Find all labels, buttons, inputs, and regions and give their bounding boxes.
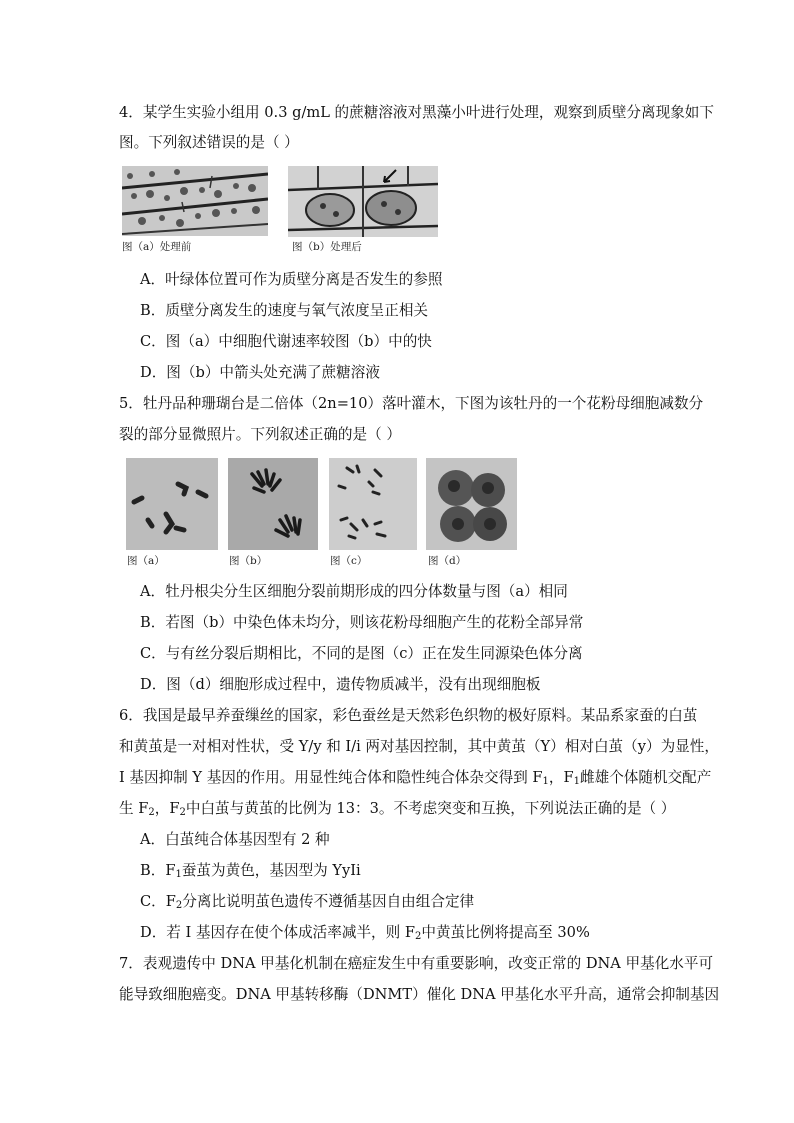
q6-option-b: B．$F_1$蚕茧为黄色，基因型为 YyIi: [140, 862, 361, 880]
q6-option-c: C．$F_2$分离比说明茧色遗传不遵循基因自由组合定律: [140, 893, 475, 911]
q6-stem-line4: 生 $F_2$，$F_2$中白茧与黄茧的比例为 13：3。不考虑突变和互换，下列说法正确的是（ ）: [119, 800, 676, 818]
q6-stem-line1: 6．我国是最早养蚕缫丝的国家，彩色蚕丝是天然彩色织物的极好原料。某品系家蚕的白茧: [119, 707, 698, 724]
q5-figure-a-photo: [126, 458, 218, 550]
q4-figure-a-caption: 图（a）处理前: [122, 241, 192, 253]
q4-figure-b-caption: 图（b）处理后: [292, 241, 362, 253]
q4-figure-a-photo: [122, 166, 268, 236]
q5-figure-c-photo: [329, 458, 417, 550]
q4-option-a: A．叶绿体位置可作为质壁分离是否发生的参照: [140, 271, 443, 288]
q7-stem-line2: 能导致细胞癌变。DNA 甲基转移酶（DNMT）催化 DNA 甲基化水平升高，通常会抑制基因: [119, 986, 720, 1003]
q5-caption-d: 图（d）: [428, 555, 467, 567]
q5-figure-d-photo: [426, 458, 517, 550]
q4-option-c: C．图（a）中细胞代谢速率较图（b）中的快: [140, 333, 432, 350]
q5-option-d: D．图（d）细胞形成过程中，遗传物质减半，没有出现细胞板: [140, 676, 541, 693]
q4-option-d: D．图（b）中箭头处充满了蔗糖溶液: [140, 364, 380, 381]
q5-caption-a: 图（a）: [127, 555, 165, 567]
q4-stem-line1: 4．某学生实验小组用 0.3 g/mL 的蔗糖溶液对黑藻小叶进行处理，观察到质壁分离现象如下: [119, 104, 714, 121]
q5-option-c: C．与有丝分裂后期相比，不同的是图（c）正在发生同源染色体分离: [140, 645, 583, 662]
q4-figure-b-photo: [288, 166, 438, 237]
q5-figure-b-photo: [228, 458, 318, 550]
q6-stem-line2: 和黄茧是一对相对性状，受 Y/y 和 I/i 两对基因控制，其中黄茧（Y）相对白茧（y）为显性，: [119, 738, 719, 755]
q5-caption-b: 图（b）: [229, 555, 268, 567]
q6-option-a: A．白茧纯合体基因型有 2 种: [140, 831, 330, 848]
q5-option-a: A．牡丹根尖分生区细胞分裂前期形成的四分体数量与图（a）相同: [140, 583, 568, 600]
q5-stem-line2: 裂的部分显微照片。下列叙述正确的是（ ）: [119, 426, 401, 443]
q4-stem-line2: 图。下列叙述错误的是（ ）: [119, 134, 299, 151]
q6-stem-line3: I 基因抑制 Y 基因的作用。用显性纯合体和隐性纯合体杂交得到 $F_1$，$F_1$雌雄个体随机交配产: [119, 769, 712, 787]
q7-stem-line1: 7．表观遗传中 DNA 甲基化机制在癌症发生中有重要影响，改变正常的 DNA 甲基化水平可: [119, 955, 714, 972]
q5-option-b: B．若图（b）中染色体未均分，则该花粉母细胞产生的花粉全部异常: [140, 614, 584, 631]
q4-option-b: B．质壁分离发生的速度与氧气浓度呈正相关: [140, 302, 429, 319]
q5-caption-c: 图（c）: [330, 555, 368, 567]
q6-option-d: D．若 I 基因存在使个体成活率减半，则 $F_2$中黄茧比例将提高至 30%: [140, 924, 590, 942]
q5-stem-line1: 5．牡丹品种珊瑚台是二倍体（2n=10）落叶灌木，下图为该牡丹的一个花粉母细胞减数分: [119, 395, 704, 412]
